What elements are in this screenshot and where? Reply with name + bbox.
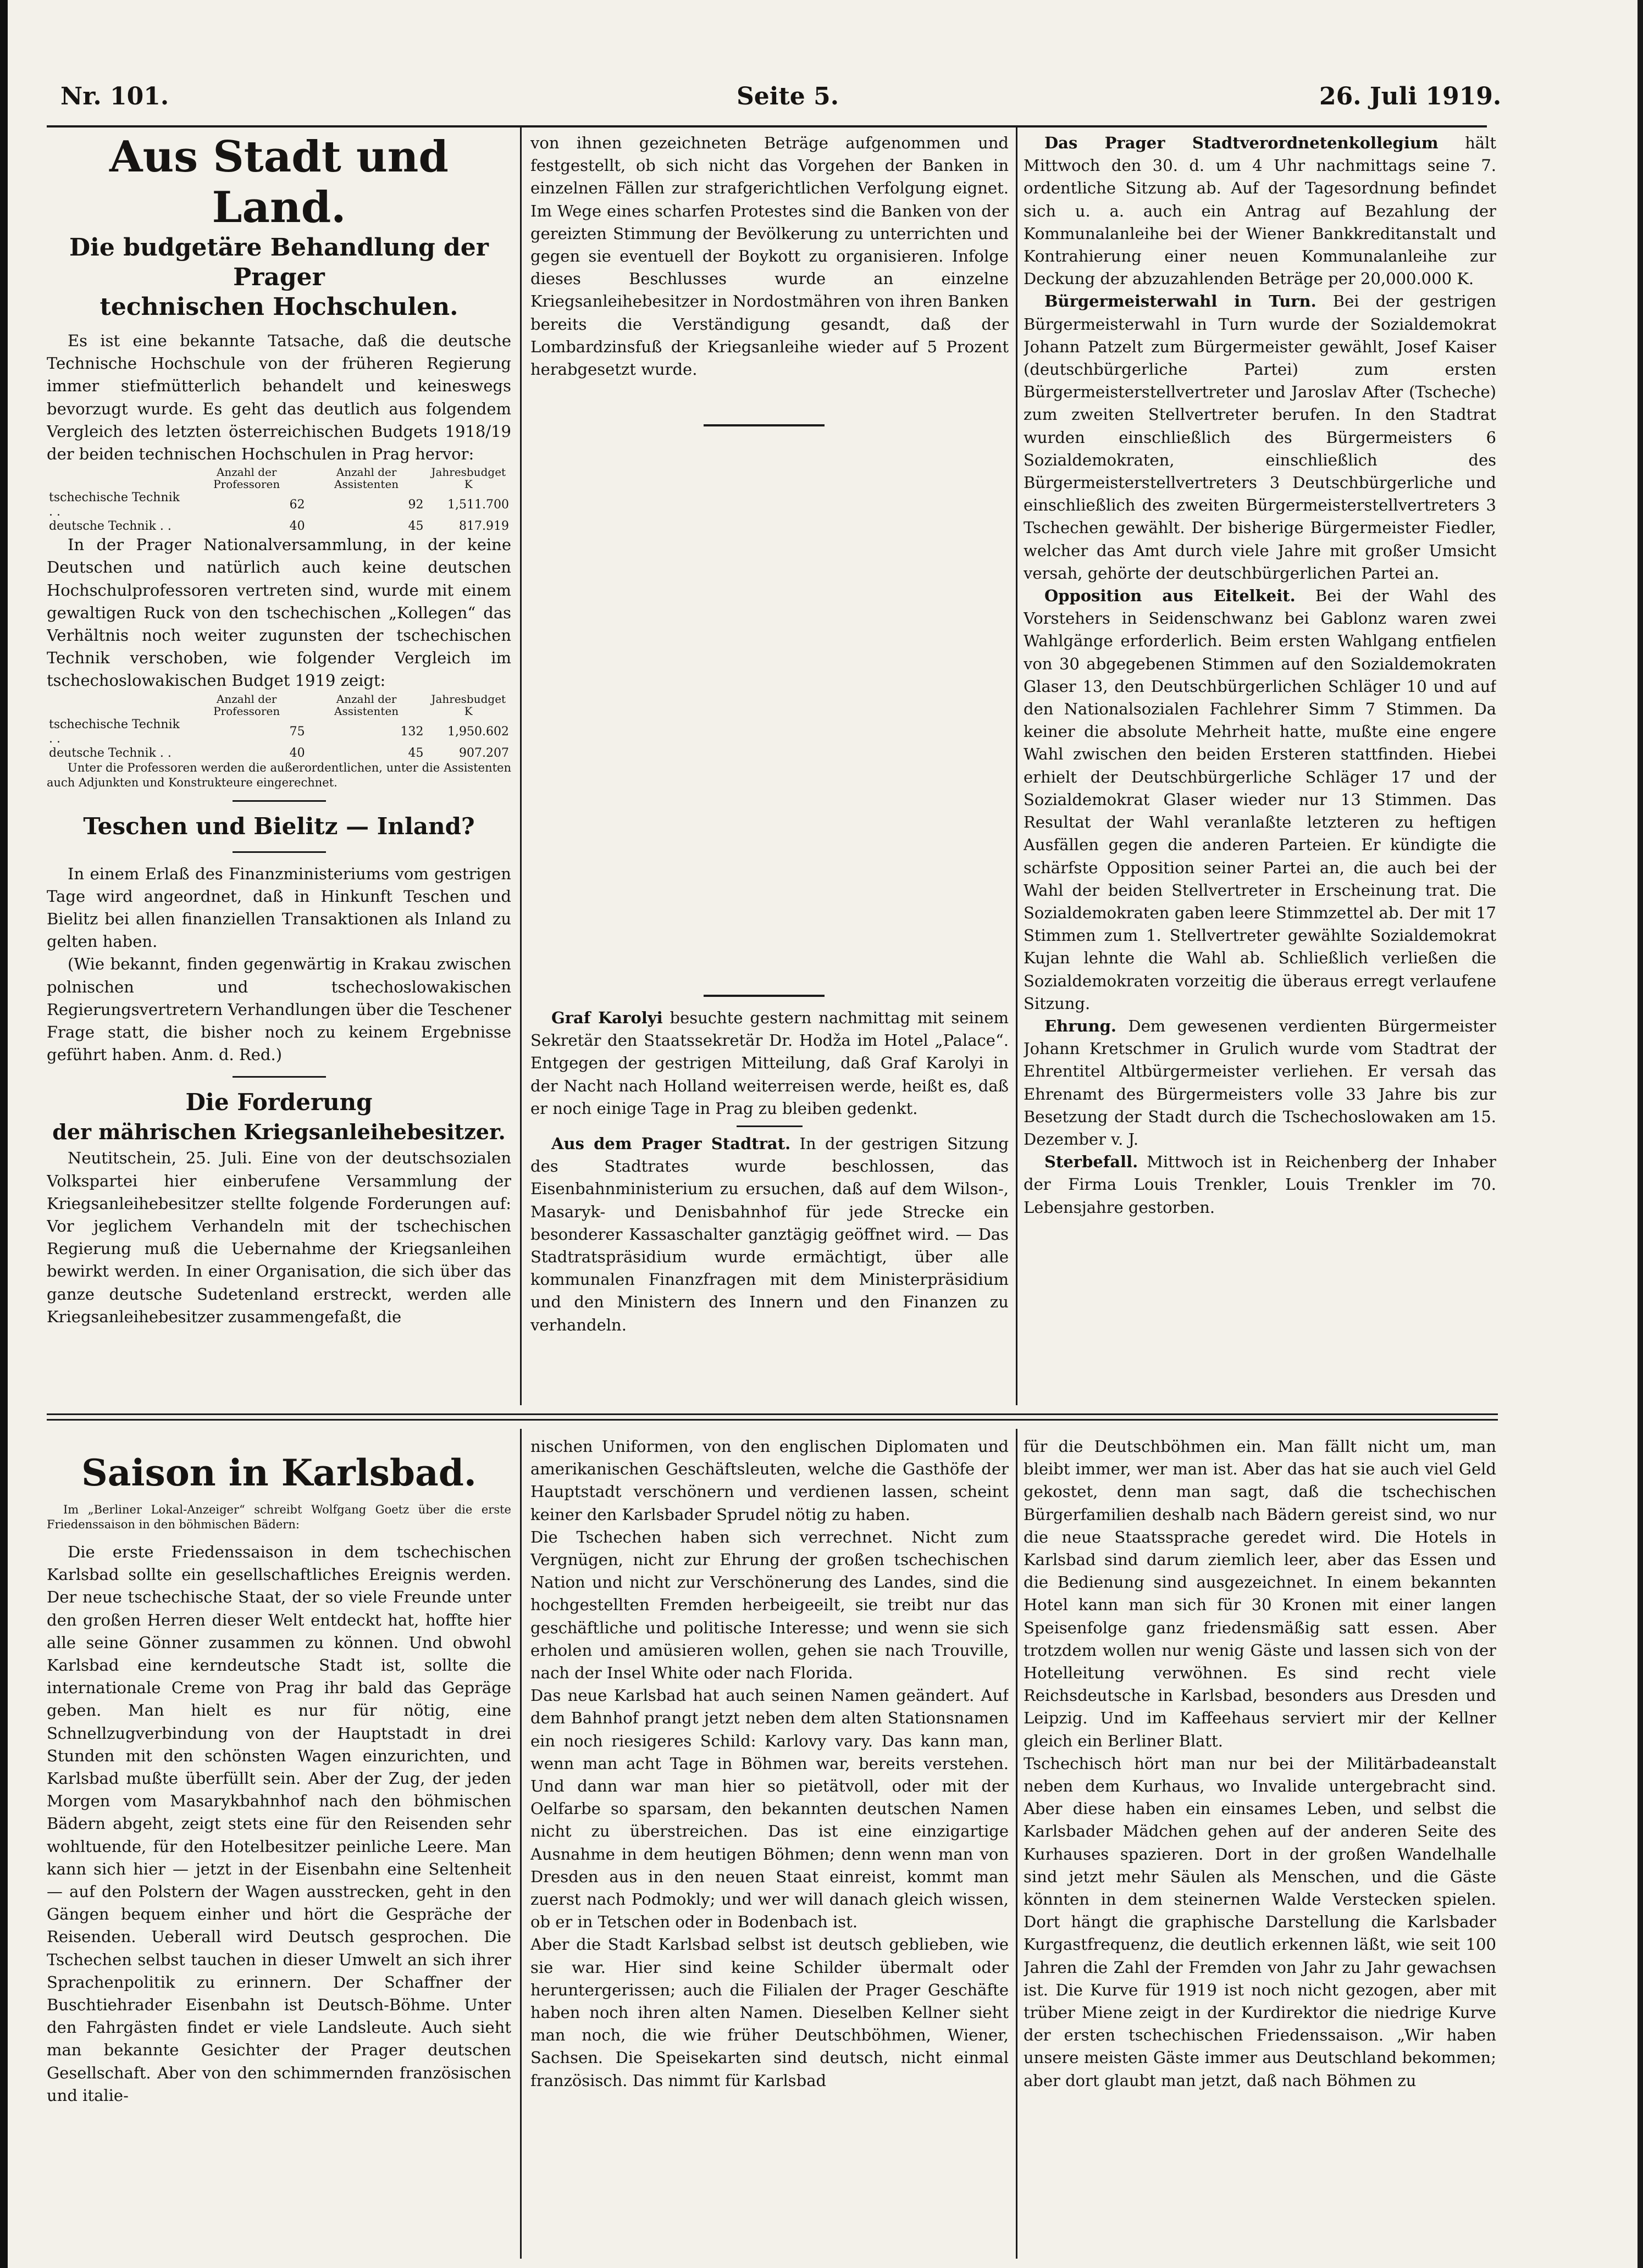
- column-rule: [520, 1429, 522, 2259]
- section-title: Aus Stadt und Land.: [109, 132, 449, 232]
- article-paragraph: von ihnen gezeichneten Beträge aufgenommen und festgestellt, ob sich nicht das Vorgehen der Banken in einzelnen Fällen zur strafgerichtlichen Verfolgung eignet. Im Wege eines scharfen Protestes sind die Banken von der gereizten Stimmung der Bevölkerung zu unterrichten und gegen sie eventuell der Boykott zu organisieren. Infolge dieses Beschlusses wurde an einzelne Kriegsanleihebesitzer in Nordostmähren von ihren Banken bereits die Verständigung gesandt, daß der Lombardzinsfuß der Kriegsanleihe wieder auf 5 Prozent herabgesetzt wurde.: [530, 134, 1009, 379]
- issue-date: 26. Juli 1919.: [1319, 82, 1502, 110]
- budget-table-1918: [47, 465, 511, 534]
- news-lead: Ehrung.: [1044, 1016, 1117, 1035]
- article-title: Die Forderung: [185, 1089, 373, 1116]
- news-lead: Bürgermeisterwahl in Turn.: [1044, 292, 1316, 311]
- article-paragraph: (Wie bekannt, finden gegenwärtig in Krakau zwischen polnischen und tschechoslowakischen Regierungsvertretern Verhandlungen über die Teschener Frage statt, die bisher noch zu keinem Ergebnisse geführt haben. Anm. d. Red.): [47, 955, 511, 1064]
- table-row: tschechische Technik . . 75 132 1,950.602: [49, 717, 509, 746]
- page-number: Seite 5.: [737, 82, 839, 110]
- table-row: tschechische Technik . . 62 92 1,511.700: [49, 491, 509, 519]
- article-paragraph: Neutitschein, 25. Juli. Eine von der deutschsozialen Volkspartei hier einberufene Versammlung der Kriegsanleihebesitzer stellte folgende Forderungen auf: Vor jeglichem Verhandeln mit der tschechischen Regierung muß die Uebernahme der Kriegsanleihen bewirkt werden. In einer Organisation, die sich über das ganze deutsche Sudetenland erstreckt, werden alle Kriegsanleihebesitzer zusammengefaßt, die: [47, 1149, 511, 1326]
- issue-number: Nr. 101.: [60, 82, 169, 110]
- column-rule: [1016, 1429, 1017, 2259]
- article-paragraph: Es ist eine bekannte Tatsache, daß die deutsche Technische Hochschule von der früheren Regierung immer stiefmütterlich behandelt und keineswegs bevorzugt wurde. Es geht das deutlich aus folgendem Vergleich des letzten österreichischen Budgets 1918/19 der beiden technischen Hochschulen in Prag hervor:: [47, 331, 511, 464]
- column-rule: [1016, 127, 1017, 1405]
- table-row: deutsche Technik . . 40 45 907.207: [49, 746, 509, 760]
- header-rule: [47, 125, 1487, 127]
- news-text: Bei der gestrigen Bürgermeisterwahl in Turn wurde der Sozialdemokrat Johann Patzelt zum Bürgermeister gewählt, Josef Kaiser (deutschbürgerliche Partei) zum ersten Bürgermeisterstellvertreter und Jaroslav After (Tscheche) zum zweiten Stellvertreter berufen. In den Stadtrat wurden einschließlich des Bürgermeisters 6 Sozialdemokraten, einschließlich des Bürgermeisterstellvertreters 3 Deutschbürgerliche und einschließlich des zweiten Bürgermeisterstellvertreters 3 Tschechen gewählt. Der bisherige Bürgermeister Fiedler, welcher das Amt durch viele Jahre mit großer Umsicht versah, gehörte der deutschbürgerlichen Partei an.: [1024, 292, 1496, 583]
- table-header: [47, 465, 186, 491]
- table-header: Anzahl der Assistenten: [334, 692, 399, 718]
- news-text: besuchte gestern nachmittag mit seinem Sekretär den Staatssekretär Dr. Hodža im Hotel „Palace“. Entgegen der gestrigen Mitteilung, daß Graf Karolyi in der Nacht nach Holland weiterreisen werde, heißt es, daß er noch einige Tage in Prag zu bleiben gedenkt.: [530, 1008, 1009, 1118]
- feuilleton-text: für die Deutschböhmen ein. Man fällt nicht um, man bleibt immer, wer man ist. Aber das hat sie auch viel Geld gekostet, denn man sagt, daß die tschechischen Bürgerfamilien deshalb nach Bädern gereist sind, wo nur die neue Staatssprache geredet wird. Die Hotels in Karlsbad sind darum ziemlich leer, aber das Essen und die Bedienung sind ausgezeichnet. In einem bekannten Hotel kann man sich für 30 Kronen mit einer langen Speisenfolge ganz friedensmäßig satt essen. Aber trotzdem wollen nur wenig Gäste und lassen sich von der Hotelleitung verwöhnen. Es sind recht viele Reichsdeutsche in Karlsbad, besonders aus Dresden und Leipzig. Und im Kaffeehaus serviert mir der Kellner gleich ein Berliner Blatt. Tschechisch hört man nur bei der Militärbadeanstalt neben dem Kurhaus, wo Invalide untergebracht sind. Aber diese haben ein einsames Leben, und selbst die Karlsbader Mädchen gehen auf der anderen Seite des Kurhauses spazieren. Dort in der großen Wandelhalle sind jetzt mehr Säulen als Menschen, und die Gäste könnten in dem steinernen Walde Verstecken spielen. Dort hängt die graphische Darstellung die Karlsbader Kurgastfrequenz, die deutlich erkennen läßt, wie seit 100 Jahren die Zahl der Fremden von Jahr zu Jahr gewachsen ist. Die Kurve für 1919 ist noch nicht gezogen, aber mit trüber Miene zeigt in der Kurdirektor die niedrige Kurve der ersten tschechischen Friedenssaison. „Wir haben unsere meisten Gäste immer aus Deutschland bekommen; aber dort glaubt man jetzt, daß nach Böhmen zu: [1024, 1437, 1496, 2090]
- scan-edge-left: [0, 0, 8, 2268]
- news-lead: Graf Karolyi: [551, 1008, 663, 1027]
- article-title: Teschen und Bielitz — Inland?: [83, 812, 475, 840]
- scan-edge-right: [1638, 0, 1643, 2268]
- feuilleton-column-3: [1024, 1435, 1496, 2259]
- article-divider: [233, 851, 326, 853]
- table-header: Jahresbudget K: [431, 692, 506, 718]
- budget-table-1919: [47, 692, 511, 761]
- feuilleton-column-1: [47, 1451, 511, 2259]
- feuilleton-rule: [47, 1419, 1498, 1421]
- article-paragraph: In einem Erlaß des Finanzministeriums vom gestrigen Tage wird angeordnet, daß in Hinkunft Teschen und Bielitz bei allen finanziellen Transaktionen als Inland zu gelten haben.: [47, 864, 511, 951]
- article-divider: [704, 424, 825, 426]
- article-paragraph: In der Prager Nationalversammlung, in der keine Deutschen und natürlich auch keine deutschen Hochschulprofessoren vertreten sind, wurde mit einem gewaltigen Ruck von den tschechischen „Kollegen“ das Verhältnis noch weiter zugunsten der tschechischen Technik verschoben, wie folgender Vergleich im tschechoslowakischen Budget 1919 zeigt:: [47, 535, 511, 690]
- feuilleton-text: Die erste Friedenssaison in dem tschechischen Karlsbad sollte ein gesellschaftliches Ereignis werden. Der neue tschechische Staat, der so viele Freunde unter den großen Herren dieser Welt entdeckt hat, hoffte hier alle seine Gönner zusammen zu können. Und obwohl Karlsbad eine kerndeutsche Stadt ist, sollte die internationale Creme von Prag ihr bald das Gepräge geben. Man hielt es nur für nötig, eine Schnellzugverbindung von der Hauptstadt in drei Stunden mit den schönsten Wagen einzurichten, und Karlsbad mußte überfüllt sein. Aber der Zug, der jeden Morgen vom Masarykbahnhof nach den böhmischen Bädern abgeht, zeigt stets eine für den Reisenden sehr wohltuende, für den Hotelbesitzer peinliche Leere. Man kann sich hier — jetzt in der Eisenbahn eine Seltenheit — auf den Polstern der Wagen ausstrecken, geht in den Gängen bequem einher und hört die Gespräche der Reisenden. Ueberall wird Deutsch gesprochen. Die Tschechen selbst tauchen in dieser Umwelt an sich ihrer Sprachenpolitik zu erinnern. Der Schaffner der Buschtiehrader Eisenbahn ist Deutsch-Böhme. Unter den Fahrgästen findet er viele Landsleute. Auch sieht man bekannte Gesichter der Prager deutschen Gesellschaft. Aber von den schimmernden französischen und italie-: [47, 1543, 511, 2105]
- column-3: [1024, 132, 1496, 1404]
- news-text: Dem gewesenen verdienten Bürgermeister Johann Kretschmer in Grulich wurde vom Stadtrat der Ehrentitel Altbürgermeister verliehen. Er versah das Ehrenamt des Bürgermeisters volle 33 Jahre bis zur Besetzung der Stadt durch die Tschechoslowaken am 15. Dezember v. J.: [1024, 1016, 1496, 1149]
- news-text: hält Mittwoch den 30. d. um 4 Uhr nachmittags seine 7. ordentliche Sitzung ab. Auf der Tagesordnung befindet sich u. a. auch ein Antrag auf Bezahlung der Kommunalanleihe bei der Wiener Bankkreditanstalt und Kontrahierung einer neuen Kommunalanleihe zur Deckung der abzuzahlenden Beträge per 20,000.000 K.: [1024, 134, 1496, 289]
- table-row: deutsche Technik . . 40 45 817.919: [49, 519, 509, 534]
- feuilleton-rule: [47, 1413, 1498, 1415]
- news-lead: Opposition aus Eitelkeit.: [1044, 586, 1296, 606]
- feuilleton-title: Saison in Karlsbad.: [81, 1451, 477, 1494]
- feuilleton-text: nischen Uniformen, von den englischen Diplomaten und amerikanischen Geschäftsleuten, welche die Gasthöfe der Hauptstadt verschönern und verdienen lassen, scheint keiner den Karlsbader Sprudel nötig zu haben. Die Tschechen haben sich verrechnet. Nicht zum Vergnügen, nicht zur Ehrung der großen tschechischen Nation und nicht zur Verschönerung des Landes, sind die hochgestellten Fremden herbeigeeilt, sie treibt nur das geschäftliche und politische Interesse; und wenn sie sich erholen und amüsieren wollen, gehen sie nach Trouville, nach der Insel White oder nach Florida. Das neue Karlsbad hat auch seinen Namen geändert. Auf dem Bahnhof prangt jetzt neben dem alten Stationsnamen ein noch riesigeres Schild: Karlovy vary. Das kann man, wenn man acht Tage in Böhmen war, bereits verstehen. Und dann war man hier so pietätvoll, oder mit der Oelfarbe so sparsam, den bekannten deutschen Namen nicht zu überstreichen. Das ist eine einzigartige Ausnahme in dem heutigen Böhmen; denn wenn man von Dresden aus in den neuen Staat einreist, kommt man zuerst nach Podmokly; und wer will danach gleich wissen, ob er in Tetschen oder in Bodenbach ist. Aber die Stadt Karlsbad selbst ist deutsch geblieben, wie sie war. Hier sind keine Schilder übermalt oder heruntergerissen; auch die Filialen der Prager Geschäfte haben noch ihren alten Namen. Dieselben Kellner sieht man noch, die wie früher Deutschböhmen, Wiener, Sachsen. Die Speisekarten sind deutsch, nicht einmal französisch. Das nimmt für Karlsbad: [530, 1437, 1009, 2090]
- table-header: [47, 692, 186, 718]
- news-text: In der gestrigen Sitzung des Stadtrates wurde beschlossen, das Eisenbahnministerium zu ersuchen, daß auf dem Wilson-, Masaryk- und Denisbahnhof für jede Strecke ein besonderer Kassaschalter ganztägig geöffnet wird. — Das Stadtratspräsidium wurde ermächtigt, über alle kommunalen Finanzfragen mit dem Ministerpräsidium und den Ministern des Innern und den Finanzen zu verhandeln.: [530, 1134, 1009, 1334]
- feuilleton-intro: Im „Berliner Lokal-Anzeiger“ schreibt Wolfgang Goetz über die erste Friedenssaison in den böhmischen Bädern:: [47, 1503, 511, 1531]
- table-header: Jahresbudget K: [431, 465, 506, 491]
- article-title: Die budgetäre Behandlung der Prager: [69, 234, 489, 291]
- column-rule: [520, 127, 522, 1405]
- article-divider: [233, 1076, 326, 1078]
- news-lead: Aus dem Prager Stadtrat.: [551, 1134, 791, 1154]
- article-divider: [737, 1125, 803, 1127]
- news-text: Bei der Wahl des Vorstehers in Seidenschwanz bei Gablonz waren zwei Wahlgänge erforderlich. Beim ersten Wahlgang entfielen von 30 abgegebenen Stimmen auf den Sozialdemokraten Glaser 13, den Deutschbürgerlichen Schläger 10 und auf den Nationalsozialen Fachlehrer Simm 7 Stimmen. Da keiner die absolute Mehrheit hatte, mußte eine engere Wahl zwischen den beiden Ersteren stattfinden. Hiebei erhielt der Deutschbürgerliche Schläger 17 und der Sozialdemokrat Glaser wieder nur 13 Stimmen. Das Resultat der Wahl veranlaßte letzteren zu heftigen Ausfällen gegen die anderen Parteien. Er kündigte die schärfste Opposition seiner Partei an, die auch bei der Wahl der beiden Stellvertreter in Erscheinung trat. Die Sozialdemokraten gaben leere Stimmzettel ab. Der mit 17 Stimmen zum 1. Stellvertreter gewählte Sozialdemokrat Kujan lehnte die Wahl ab. Schließlich verließen die Sozialdemokraten vorzeitig die überaus erregt verlaufene Sitzung.: [1024, 586, 1496, 1013]
- feuilleton-column-2: [530, 1435, 1009, 2259]
- column-2-top: [530, 132, 1009, 572]
- article-title: der mährischen Kriegsanleihebesitzer.: [52, 1119, 506, 1145]
- news-lead: Sterbefall.: [1044, 1152, 1138, 1172]
- table-header: Anzahl der Assistenten: [334, 465, 399, 491]
- news-lead: Das Prager Stadtverordnetenkollegium: [1044, 134, 1439, 152]
- table-header: Anzahl der Professoren: [213, 692, 280, 718]
- article-divider: [704, 995, 825, 997]
- table-header: Anzahl der Professoren: [213, 465, 280, 491]
- column-2-bottom: [530, 1007, 1009, 1405]
- column-1: [47, 132, 511, 1404]
- news-text: Mittwoch ist in Reichenberg der Inhaber der Firma Louis Trenkler, Louis Trenkler im 70. Lebensjahre gestorben.: [1024, 1152, 1496, 1217]
- article-divider: [233, 800, 326, 802]
- table-footnote: Unter die Professoren werden die außerordentlichen, unter die Assistenten auch Adjunkten und Konstrukteure eingerechnet.: [47, 761, 511, 789]
- article-title: technischen Hochschulen.: [99, 293, 458, 321]
